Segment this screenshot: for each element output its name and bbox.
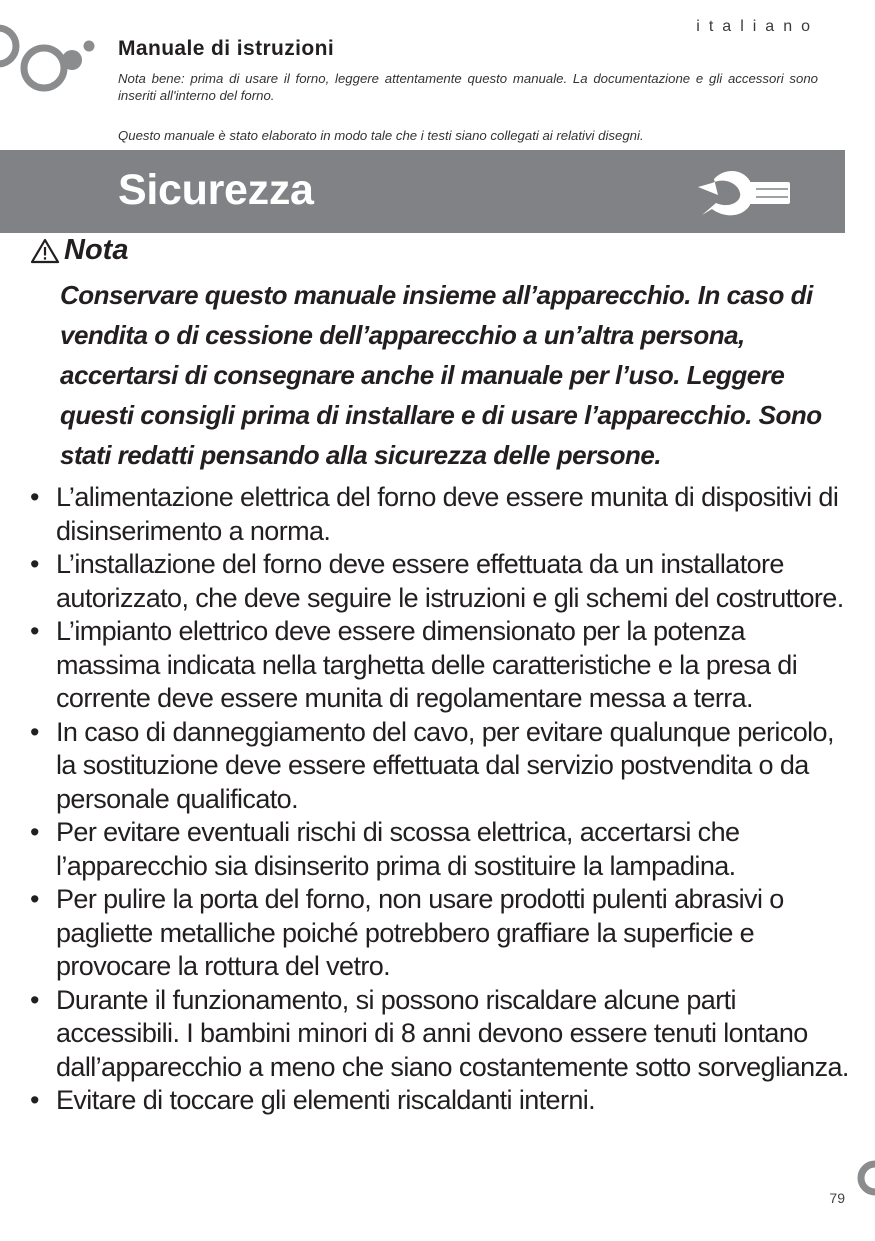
wrench-icon	[690, 165, 800, 221]
list-item-text: Per evitare eventuali rischi di scossa elettrica, accertarsi che l’apparecchio sia disinserito prima di sostituire la lampadina.	[56, 817, 740, 881]
list-item: • Per pulire la porta del forno, non usare prodotti pulenti abrasivi o pagliette metalliche poiché potrebbero graffiare la superficie e provocare la rottura del vetro.	[30, 884, 784, 981]
corner-circle-icon	[845, 1158, 875, 1198]
section-banner	[0, 150, 845, 233]
page-number: 79	[829, 1190, 845, 1206]
note-label: Nota	[64, 234, 129, 266]
list-item-text: In caso di danneggiamento del cavo, per evitare qualunque pericolo, la sostituzione deve essere effettuata dal servizio postvendita o da personale qualificato.	[56, 716, 834, 814]
note-heading	[30, 234, 128, 267]
section-title: Sicurezza	[118, 166, 314, 214]
list-item-text: L’alimentazione elettrica del forno deve essere munita di dispositivi di disinserimento a norma.	[56, 482, 839, 546]
list-item: • Evitare di toccare gli elementi riscaldanti interni.	[30, 1085, 596, 1115]
warning-triangle-icon	[30, 238, 60, 264]
list-item-text: Evitare di toccare gli elementi riscaldanti interni.	[56, 1085, 596, 1115]
list-item-text: Per pulire la porta del forno, non usare prodotti pulenti abrasivi o pagliette metalliche poiché potrebbero graffiare la superficie e provocare la rottura del vetro.	[56, 884, 784, 981]
safety-list	[30, 481, 850, 1118]
list-item-text: Durante il funzionamento, si possono riscaldare alcune parti accessibili. I bambini minori di 8 anni devono essere tenuti lontano dall’apparecchio a meno che siano costantemente sotto sorveglianza.	[56, 984, 849, 1082]
language-label: italiano	[696, 18, 819, 35]
list-item: • In caso di danneggiamento del cavo, per evitare qualunque pericolo, la sostituzione deve essere effettuata dal servizio postvendita o da personale qualificato.	[30, 716, 834, 814]
list-item: • L’installazione del forno deve essere effettuata da un installatore autorizzato, che deve seguire le istruzioni e gli schemi del costruttore.	[30, 549, 844, 613]
list-item-text: L’installazione del forno deve essere effettuata da un installatore autorizzato, che deve seguire le istruzioni e gli schemi del costruttore.	[56, 549, 844, 613]
list-item-text: L’impianto elettrico deve essere dimensionato per la potenza massima indicata nella targhetta delle caratteristiche e la presa di corrente deve essere munita di regolamentare messa a terra.	[56, 616, 798, 713]
intro-paragraph: Questo manuale è stato elaborato in modo tale che i testi siano collegati ai relativi disegni.	[118, 128, 644, 143]
brand-circles-icon	[0, 20, 100, 96]
list-item: • Durante il funzionamento, si possono riscaldare alcune parti accessibili. I bambini minori di 8 anni devono essere tenuti lontano dall’apparecchio a meno che siano costantemente sotto sorveglianza.	[30, 984, 849, 1082]
list-item: • L’alimentazione elettrica del forno deve essere munita di dispositivi di disinserimento a norma.	[30, 482, 839, 546]
note-text: Conservare questo manuale insieme all’apparecchio. In caso di vendita o di cessione dell’apparecchio a un’altra persona, accertarsi di consegnare anche il manuale per l’uso. Leggere questi consigli prima di installare e di usare l’apparecchio. Sono stati redatti pensando alla sicurezza delle persone.	[60, 280, 822, 470]
intro-paragraph: Nota bene: prima di usare il forno, leggere attentamente questo manuale. La documentazione e gli accessori sono inseriti all'interno del forno.	[118, 71, 818, 103]
list-item: • L’impianto elettrico deve essere dimensionato per la potenza massima indicata nella targhetta delle caratteristiche e la presa di corrente deve essere munita di regolamentare messa a terra.	[30, 616, 798, 713]
manual-title: Manuale di istruzioni	[118, 37, 335, 60]
list-item: • Per evitare eventuali rischi di scossa elettrica, accertarsi che l’apparecchio sia disinserito prima di sostituire la lampadina.	[30, 817, 740, 881]
